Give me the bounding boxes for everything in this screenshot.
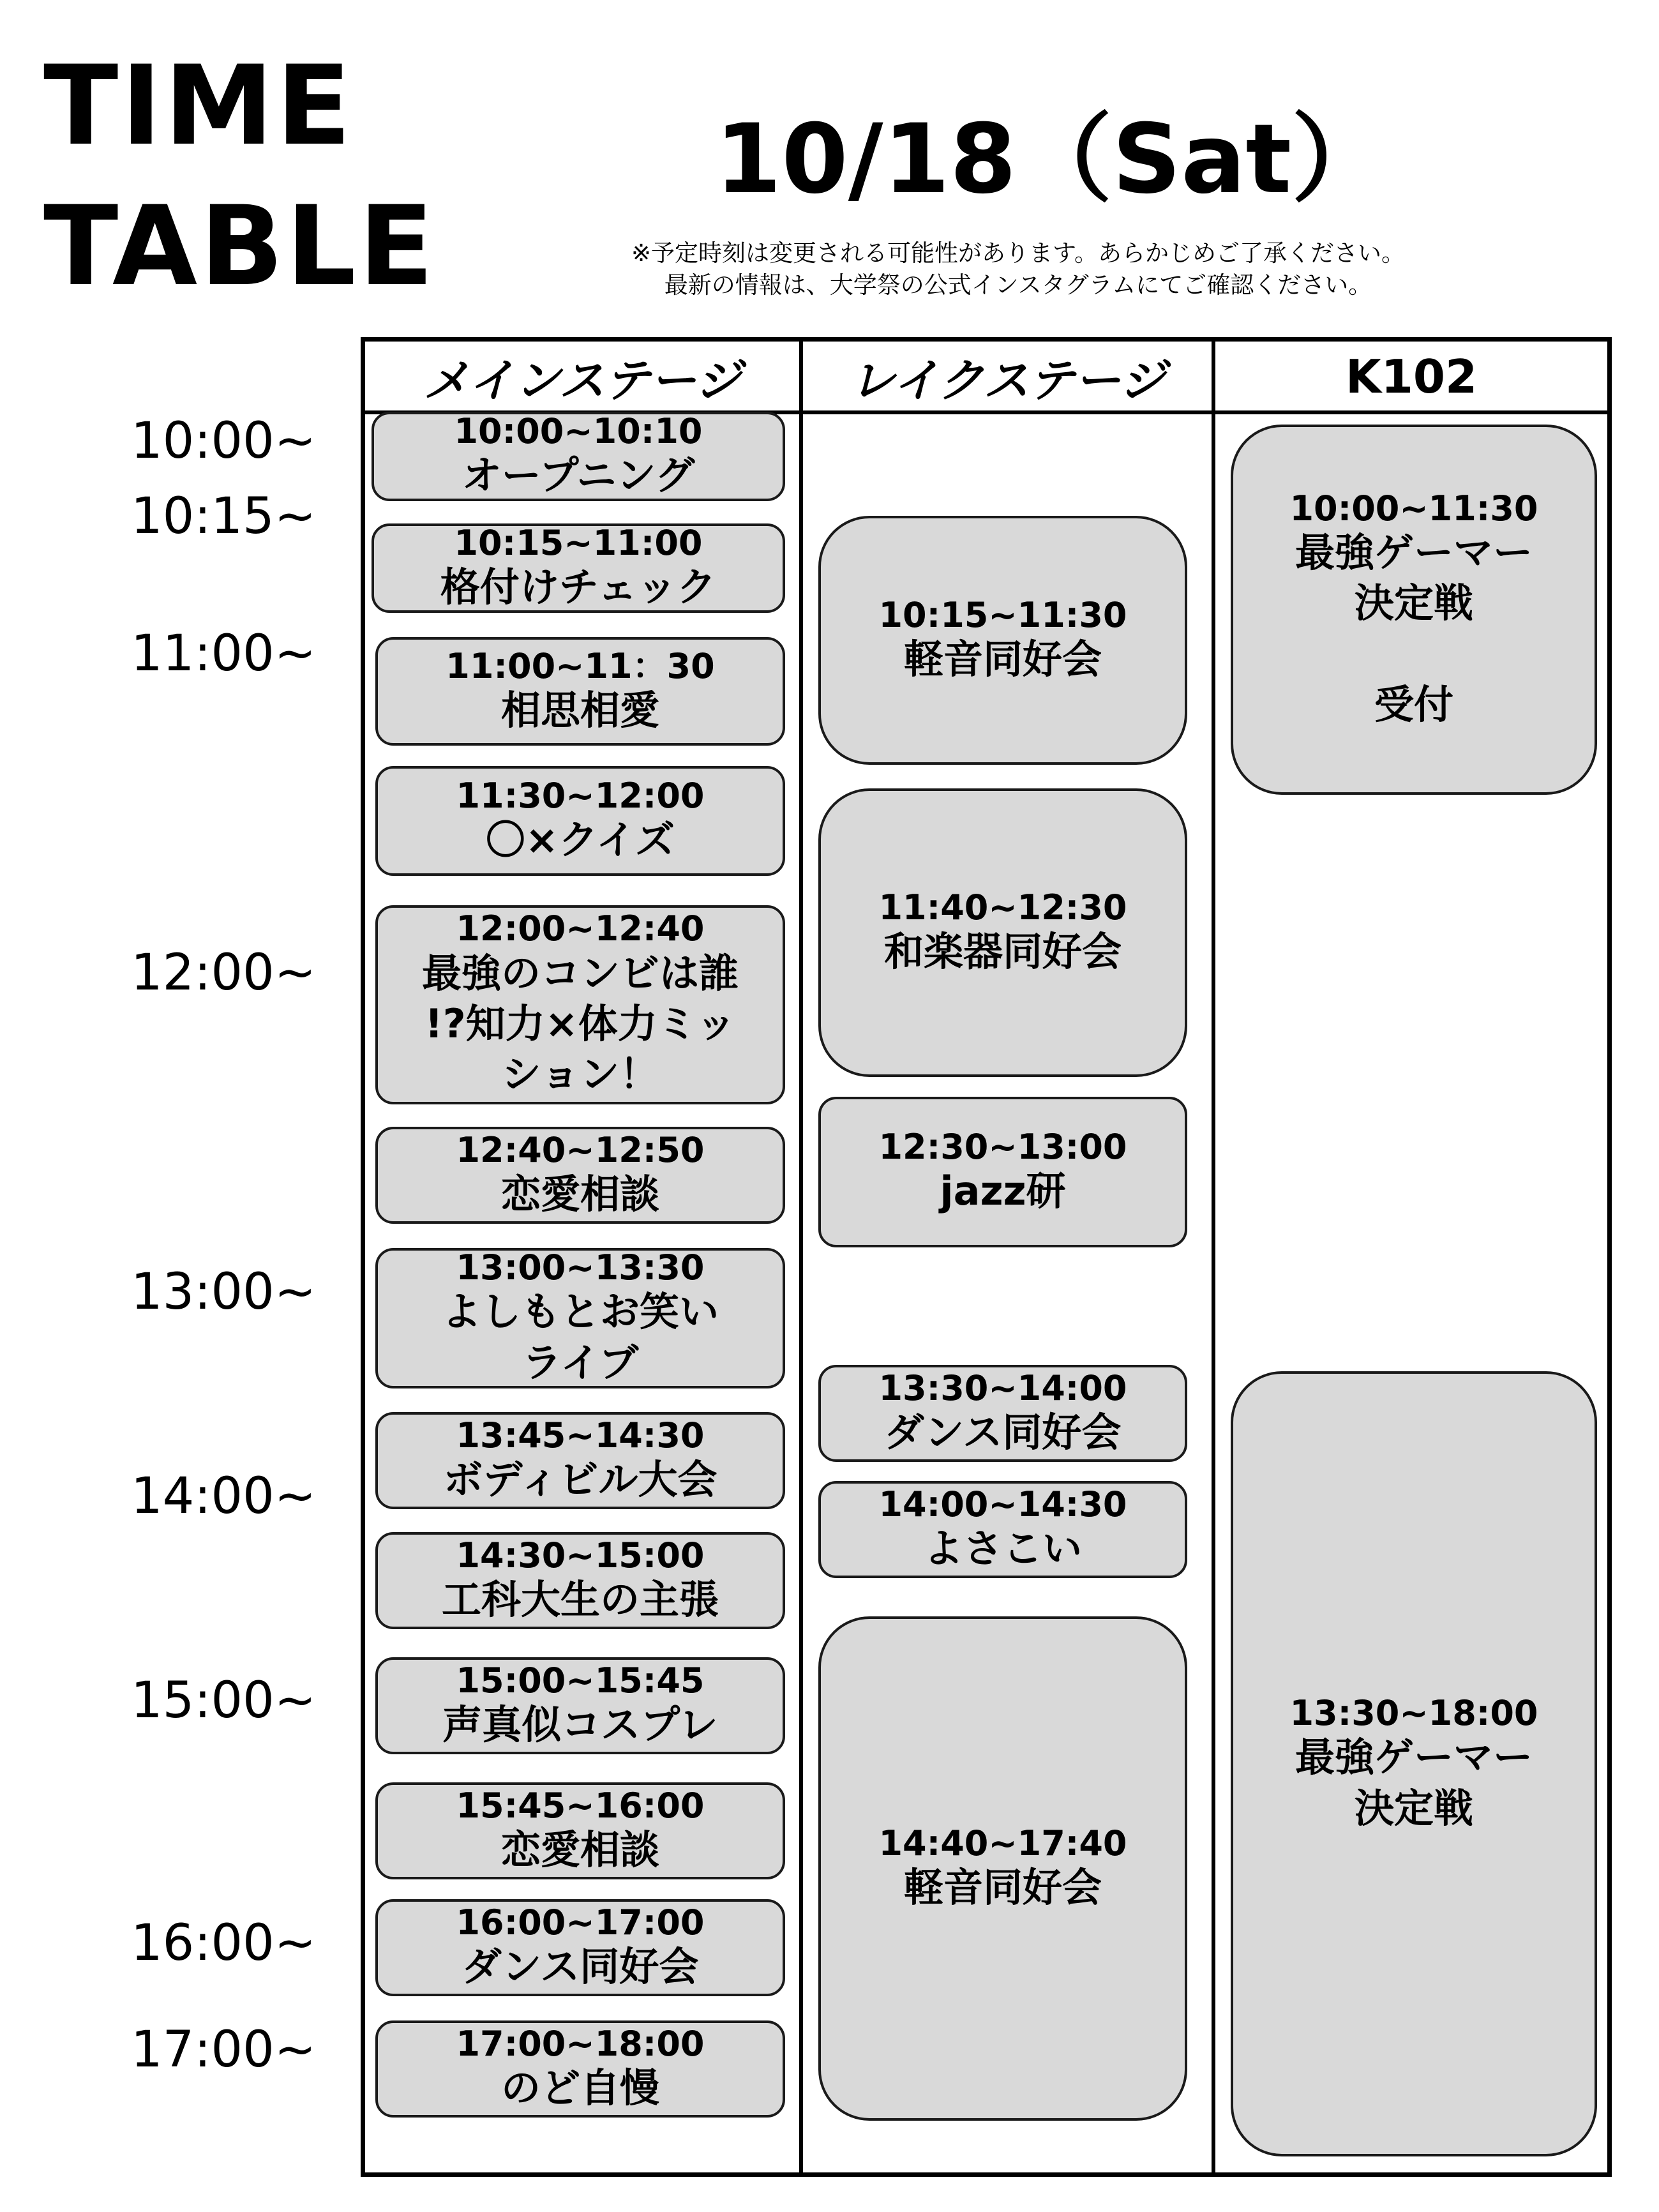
main-stage-event	[375, 2020, 785, 2118]
lake-stage-event	[818, 1481, 1187, 1578]
event-time: 13:00~13:30	[456, 1248, 705, 1288]
event-time: 14:00~14:30	[878, 1484, 1127, 1524]
event-name: jazz研	[940, 1168, 1066, 1215]
lake-stage-event	[818, 788, 1187, 1077]
event-name: ダンス同好会	[884, 1409, 1122, 1456]
event-time: 10:15~11:30	[878, 594, 1127, 635]
event-name: 声真似コスプレ	[442, 1701, 718, 1749]
event-name: 工科大生の主張	[441, 1576, 719, 1623]
event-time: 11:40~12:30	[878, 887, 1127, 928]
column-header-k102: K102	[1345, 350, 1478, 403]
event-time: 14:40~17:40	[878, 1823, 1127, 1863]
main-stage-event	[375, 1127, 785, 1224]
event-name: ダンス同好会	[462, 1943, 699, 1990]
event-name: 最強ゲーマー 決定戦 受付	[1295, 529, 1533, 728]
time-label: 15:00~	[131, 1672, 317, 1729]
event-time: 10:15~11:00	[454, 523, 703, 563]
time-label: 16:00~	[131, 1915, 317, 1972]
event-name: 軽音同好会	[903, 1864, 1102, 1911]
column-divider-1	[799, 342, 803, 2177]
notice-line-2: 最新の情報は、大学祭の公式インスタグラムにてご確認ください。	[664, 271, 1372, 299]
main-stage-event	[375, 1412, 785, 1509]
time-label: 12:00~	[131, 944, 317, 1002]
event-time: 10:00~10:10	[454, 412, 703, 451]
title-line-1: TIME	[43, 41, 354, 170]
event-time: 13:45~14:30	[456, 1415, 705, 1456]
event-name: よしもとお笑い ライブ	[441, 1288, 719, 1386]
main-stage-event	[375, 1532, 785, 1629]
event-name: オープニング	[462, 452, 695, 499]
event-name: 相思相愛	[500, 687, 659, 734]
event-time: 12:30~13:00	[878, 1126, 1127, 1167]
event-time: 15:00~15:45	[456, 1660, 705, 1701]
main-stage-event	[375, 1899, 785, 1996]
column-divider-2	[1212, 342, 1215, 2177]
time-label: 17:00~	[131, 2021, 317, 2079]
main-stage-event	[375, 1248, 785, 1388]
event-name: のど自慢	[500, 2065, 659, 2112]
event-time: 13:30~14:00	[878, 1367, 1127, 1408]
column-header-lake-stage: レイクステージ	[849, 354, 1166, 407]
event-time: 11:00~11：30	[446, 645, 715, 686]
event-name: 最強ゲーマー 決定戦	[1295, 1734, 1533, 1832]
title-line-2: TABLE	[43, 182, 437, 310]
event-name: 和楽器同好会	[883, 928, 1122, 975]
event-time: 12:00~12:40	[456, 908, 705, 949]
event-name: ボディビル大会	[443, 1456, 717, 1503]
event-time: 11:30~12:00	[456, 775, 705, 816]
event-name: 恋愛相談	[500, 1826, 659, 1874]
time-label: 11:00~	[131, 625, 317, 682]
time-label: 13:00~	[131, 1263, 317, 1321]
time-label: 10:15~	[131, 488, 317, 545]
k102-event	[1231, 1371, 1597, 2156]
lake-stage-event	[818, 516, 1187, 765]
time-label: 14:00~	[131, 1468, 317, 1525]
event-name: よさこい	[923, 1525, 1082, 1572]
column-header-main-stage: メインステージ	[423, 354, 741, 407]
lake-stage-event	[818, 1365, 1187, 1462]
notice-line-1: ※予定時刻は変更される可能性があります。あらかじめご了承ください。	[631, 239, 1406, 267]
event-name: 軽音同好会	[903, 636, 1102, 683]
event-time: 10:00~11:30	[1289, 488, 1538, 529]
event-time: 16:00~17:00	[456, 1902, 705, 1943]
event-date: 10/18（Sat）	[715, 104, 1388, 215]
event-time: 15:45~16:00	[456, 1785, 705, 1826]
event-time: 12:40~12:50	[456, 1129, 705, 1170]
main-stage-event	[375, 766, 785, 876]
event-name: 恋愛相談	[500, 1171, 659, 1218]
main-stage-event	[372, 412, 785, 501]
event-name: 〇×クイズ	[485, 816, 675, 864]
event-name: 最強のコンビは誰 !?知力×体力ミッ ション！	[421, 949, 739, 1098]
event-time: 17:00~18:00	[456, 2023, 705, 2064]
main-stage-event	[375, 905, 785, 1104]
main-stage-event	[375, 637, 785, 746]
k102-event	[1231, 425, 1597, 795]
main-stage-event	[372, 523, 785, 613]
lake-stage-event	[818, 1616, 1187, 2121]
event-name: 格付けチェック	[440, 564, 717, 611]
event-time: 13:30~18:00	[1289, 1692, 1538, 1733]
time-label: 10:00~	[131, 412, 317, 470]
event-time: 14:30~15:00	[456, 1535, 705, 1576]
lake-stage-event	[818, 1097, 1187, 1247]
main-stage-event	[375, 1657, 785, 1754]
main-stage-event	[375, 1782, 785, 1879]
